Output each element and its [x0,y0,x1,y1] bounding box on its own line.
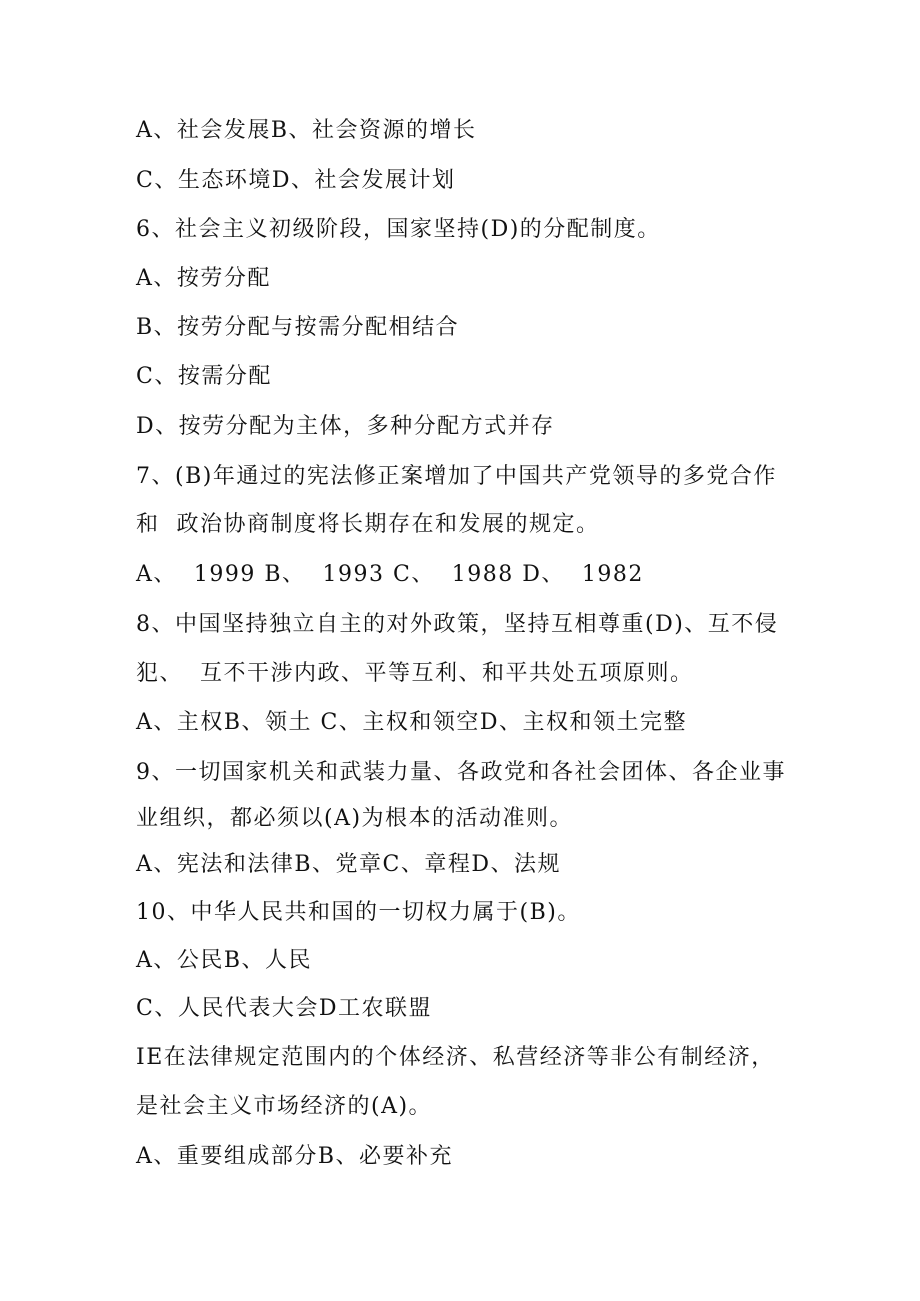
text-line: 10、中华人民共和国的一切权力属于(B)。 [136,900,581,925]
text-line: A、宪法和法律B、党章C、章程D、法规 [136,852,562,877]
text-line: A、公民B、人民 [136,948,313,973]
text-line: D、按劳分配为主体，多种分配方式并存 [136,414,555,439]
text-line: 是社会主义市场经济的(A)。 [136,1094,433,1119]
text-line: A、主权B、领土 C、主权和领空D、主权和领土完整 [136,710,688,735]
text-line: C、按需分配 [136,364,272,389]
text-line: A、按劳分配 [136,266,271,291]
text-line: C、生态环境D、社会发展计划 [136,168,456,193]
text-line: 6、社会主义初级阶段，国家坚持(D)的分配制度。 [136,217,661,242]
text-line: A、 1999 B、 1993 C、 1988 D、 1982 [136,562,644,587]
text-line: 业组织，都必须以(A)为根本的活动准则。 [136,806,574,831]
text-line: IE在法律规定范围内的个体经济、私营经济等非公有制经济， [136,1045,775,1070]
text-line: 犯、 互不干涉内政、平等互利、和平共处五项原则。 [136,661,694,686]
text-line: 9、一切国家机关和武装力量、各政党和各社会团体、各企业事 [136,760,786,785]
text-line: C、人民代表大会D工农联盟 [136,996,432,1021]
text-line: 和 政治协商制度将长期存在和发展的规定。 [136,512,600,537]
text-line: B、按劳分配与按需分配相结合 [136,315,460,340]
text-line: A、社会发展B、社会资源的增长 [136,118,477,143]
text-line: A、重要组成部分B、必要补充 [136,1144,454,1169]
text-line: 8、中国坚持独立自主的对外政策，坚持互相尊重(D)、互不侵 [136,612,779,637]
text-line: 7、(B)年通过的宪法修正案增加了中国共产党领导的多党合作 [136,464,777,489]
